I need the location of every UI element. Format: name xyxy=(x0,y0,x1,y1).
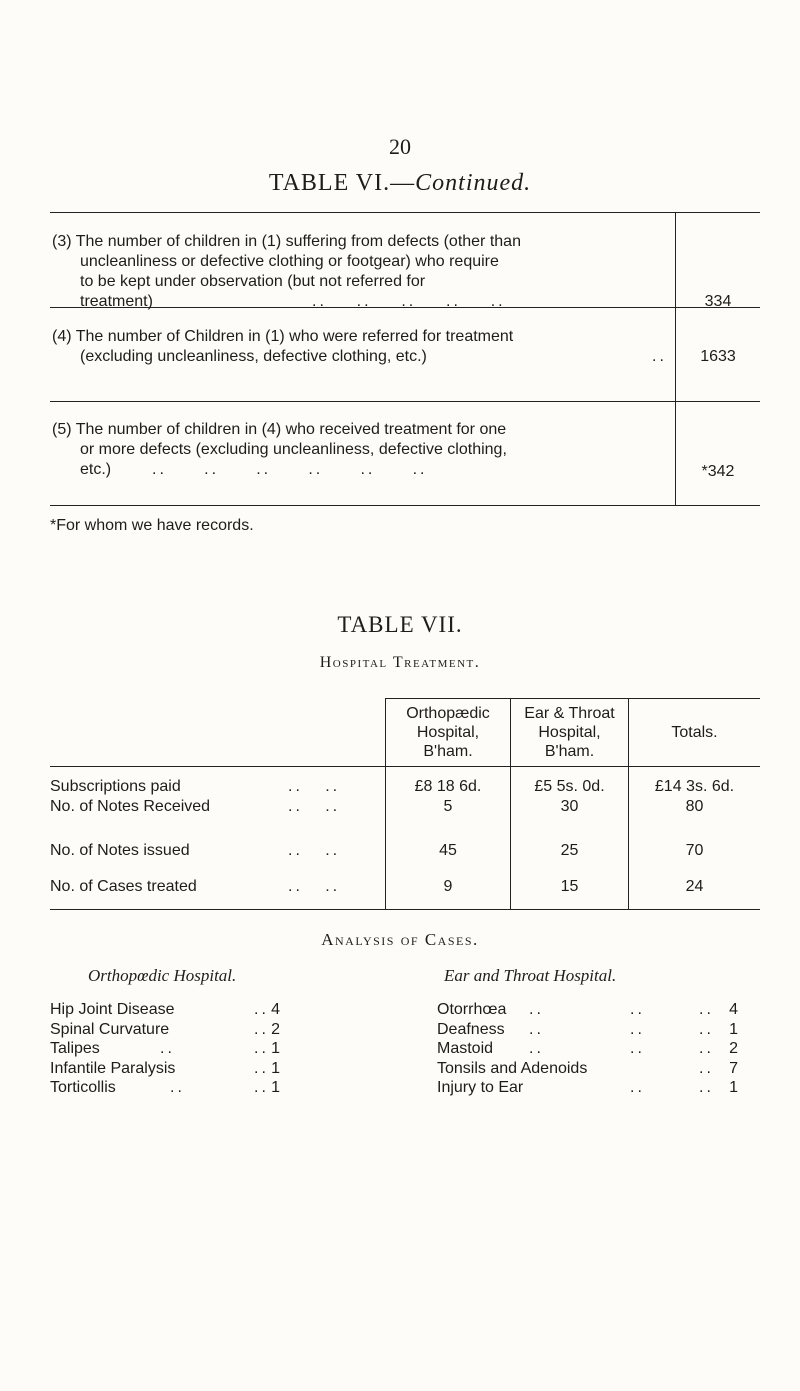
row-5-line: or more defects (excluding uncleanliness, defective clothing, xyxy=(80,441,507,458)
header-orthopaedic: Orthopædic Hospital, B'ham. xyxy=(406,705,490,760)
ear-throat-list xyxy=(437,1000,738,1098)
row-5-description xyxy=(52,420,674,480)
table-vi-title-prefix: TABLE VI.— xyxy=(268,170,416,196)
row-4-value: 1633 xyxy=(700,348,736,365)
row-3-line: to be kept under observation (but not referred for xyxy=(80,273,426,290)
header-totals: Totals. xyxy=(671,724,718,741)
table-vi-rule xyxy=(50,401,760,402)
list-item: Tonsils and Adenoids .. 7 xyxy=(437,1059,738,1077)
table-vii-bottom-rule xyxy=(50,909,760,910)
row-label: No. of Notes issued .. .. xyxy=(50,842,341,859)
orthopaedic-list xyxy=(50,1000,280,1098)
table-vi-title xyxy=(0,170,800,197)
table-vi-title-suffix: Continued. xyxy=(415,170,532,196)
list-item: Spinal Curvature .. 2 xyxy=(50,1020,280,1038)
row-3-value: 334 xyxy=(704,293,732,310)
list-item: Otorrhœa .. .. .. 4 xyxy=(437,1001,738,1018)
list-item: Deafness .. .. .. 1 xyxy=(437,1020,738,1038)
cell-value: 24 xyxy=(685,878,704,895)
row-4-line: (excluding uncleanliness, defective clothing, etc.) .. xyxy=(80,348,667,365)
footnote: *For whom we have records. xyxy=(50,517,254,534)
cell-value: £14 3s. 6d. xyxy=(654,778,735,795)
table-vii-subtitle: Hospital Treatment. xyxy=(319,654,481,671)
page-number: 20 xyxy=(389,134,411,159)
cell-value: 25 xyxy=(560,842,579,859)
list-item: Talipes .. .. 1 xyxy=(50,1040,280,1057)
row-label: Subscriptions paid .. .. xyxy=(50,778,341,795)
cell-value: 30 xyxy=(560,798,579,815)
table-vii-top-rule xyxy=(385,698,760,699)
row-3-line: treatment) .. .. .. .. .. xyxy=(80,293,506,310)
list-item: Infantile Paralysis .. 1 xyxy=(50,1059,280,1077)
list-item: Injury to Ear .. .. 1 xyxy=(437,1079,738,1096)
table-vi-bottom-rule xyxy=(50,505,760,506)
cell-value: 9 xyxy=(443,878,453,895)
row-3-line: uncleanliness or defective clothing or footgear) who require xyxy=(80,253,499,270)
row-5-line: (5) The number of children in (4) who received treatment for one xyxy=(52,421,507,438)
analysis-title: Analysis of Cases. xyxy=(321,930,479,949)
cell-value: 45 xyxy=(439,842,457,859)
row-4-line: (4) The number of Children in (1) who were referred for treatment xyxy=(52,328,514,345)
row-3-description xyxy=(52,232,674,312)
header-ear-throat: Ear & Throat Hospital, B'ham. xyxy=(524,705,615,760)
row-5-value: *342 xyxy=(701,463,735,480)
table-vi-rule xyxy=(50,307,760,308)
table-vii xyxy=(50,698,760,910)
cell-value: 70 xyxy=(685,842,704,859)
cell-value: 15 xyxy=(560,878,579,895)
list-item: Torticollis .. .. 1 xyxy=(50,1079,280,1096)
table-vii-title: TABLE VII. xyxy=(337,612,463,637)
row-3-line: (3) The number of children in (1) suffering from defects (other than xyxy=(52,233,521,250)
list-item: Mastoid .. .. .. 2 xyxy=(437,1040,738,1057)
row-label: No. of Cases treated .. .. xyxy=(50,878,341,895)
table-vii-header-rule xyxy=(50,766,760,767)
ear-throat-heading: Ear and Throat Hospital. xyxy=(444,966,617,985)
cell-value: 80 xyxy=(685,798,704,815)
table-vi-divider xyxy=(675,401,676,505)
cell-value: 5 xyxy=(443,798,453,815)
cell-value: £5 5s. 0d. xyxy=(534,778,605,795)
row-5-line: etc.) .. .. .. .. .. .. xyxy=(80,461,428,478)
row-4-description xyxy=(52,327,674,367)
cell-value: £8 18 6d. xyxy=(414,778,482,795)
table-vi-top-rule xyxy=(50,212,760,213)
orthopaedic-heading: Orthopœdic Hospital. xyxy=(88,966,237,985)
row-label: No. of Notes Received .. .. xyxy=(50,798,341,815)
list-item: Hip Joint Disease .. 4 xyxy=(50,1001,280,1018)
